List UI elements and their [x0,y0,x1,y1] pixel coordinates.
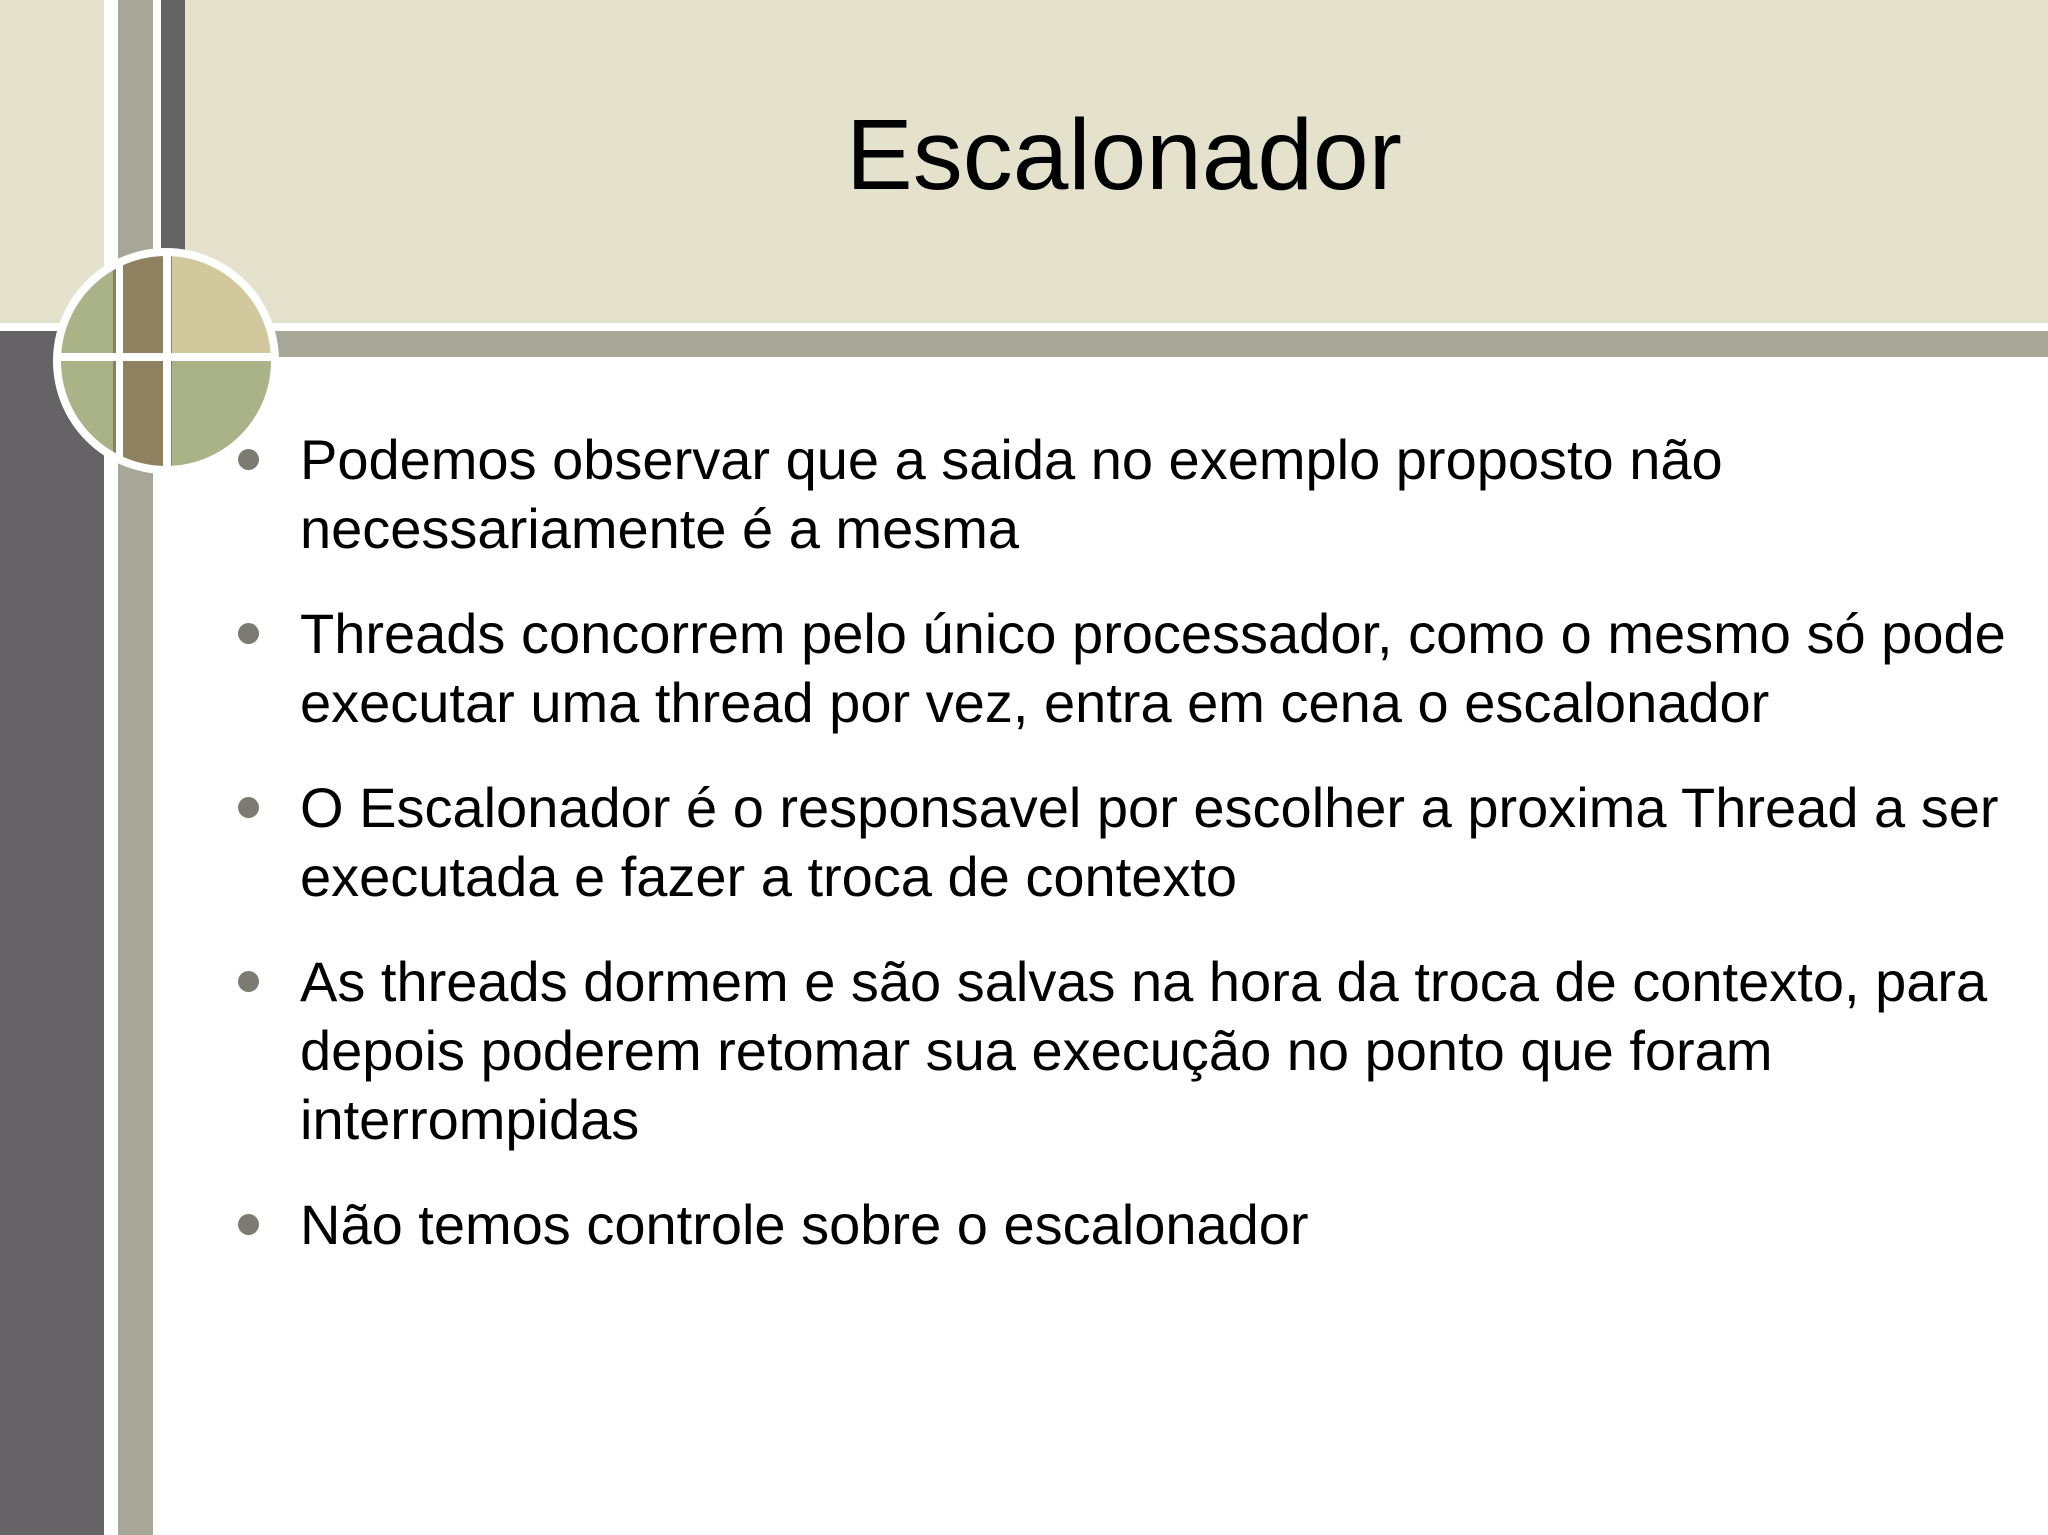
bullet-text: Não temos controle sobre o escalonador [300,1193,1309,1256]
bullet-item [236,773,2016,911]
bullet-item [236,1190,2016,1259]
bullet-text: Threads concorrem pelo único processador, como o mesmo só pode executar uma thread por vez, entra em cena o escalonador [300,602,2006,734]
bullet-text: As threads dormem e são salvas na hora da troca de contexto, para depois poderem retomar sua execução no ponto que foram interrompidas [300,950,1988,1151]
bullet-icon [238,449,259,470]
sidebar-gap [104,0,118,1535]
bullet-item [236,425,2016,563]
separator-line [0,323,2048,331]
bullet-list [236,425,2016,1295]
bullet-item [236,599,2016,737]
bullet-text: Podemos observar que a saida no exemplo proposto não necessariamente é a mesma [300,428,1723,560]
bullet-icon [238,797,259,818]
bullet-item [236,947,2016,1154]
bullet-icon [238,1214,259,1235]
slide-title: Escalonador [846,99,1402,211]
vertical-stripe-light [118,0,153,1535]
bullet-icon [238,971,259,992]
left-sidebar-bar [0,331,104,1535]
bullet-text: O Escalonador é o responsavel por escolher a proxima Thread a ser executada e fazer a troca de contexto [300,776,1999,908]
bullet-icon [238,623,259,644]
horizontal-rule [0,331,2048,357]
